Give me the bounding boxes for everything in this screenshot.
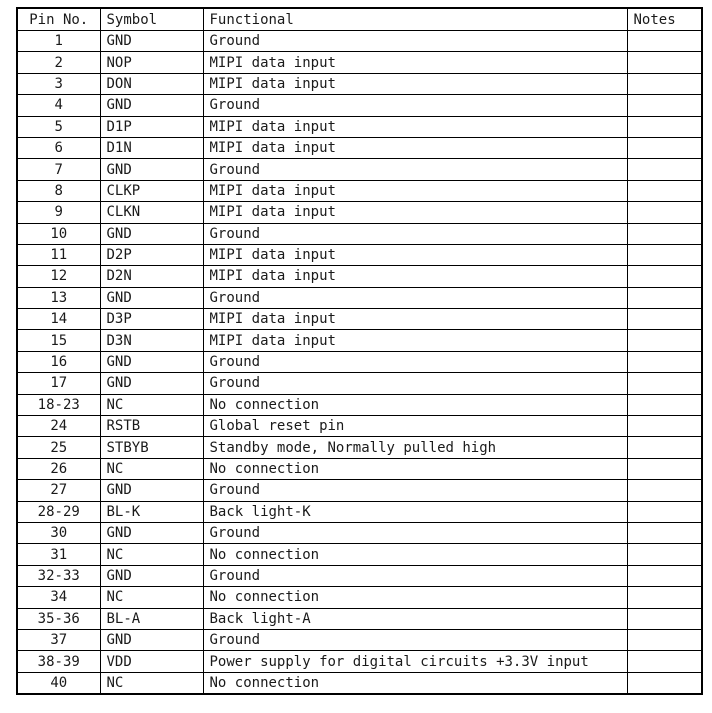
symbol-cell: D2N xyxy=(100,266,203,287)
table-row xyxy=(17,52,702,73)
functional-cell: MIPI data input xyxy=(203,73,627,94)
notes-cell xyxy=(627,180,702,201)
notes-cell xyxy=(627,52,702,73)
notes-cell xyxy=(627,31,702,52)
notes-cell xyxy=(627,330,702,351)
functional-cell: MIPI data input xyxy=(203,137,627,158)
symbol-cell: NC xyxy=(100,544,203,565)
notes-cell xyxy=(627,394,702,415)
table-row xyxy=(17,458,702,479)
table-row xyxy=(17,73,702,94)
pin-number-cell: 38-39 xyxy=(17,651,100,672)
functional-cell: Ground xyxy=(203,373,627,394)
table-row xyxy=(17,202,702,223)
table-row xyxy=(17,416,702,437)
table-row xyxy=(17,501,702,522)
pin-number-cell: 15 xyxy=(17,330,100,351)
pin-number-cell: 6 xyxy=(17,137,100,158)
functional-cell: Ground xyxy=(203,31,627,52)
table-row xyxy=(17,180,702,201)
symbol-cell: GND xyxy=(100,223,203,244)
header-functional: Functional xyxy=(203,8,627,31)
pin-number-cell: 2 xyxy=(17,52,100,73)
notes-cell xyxy=(627,608,702,629)
table-row xyxy=(17,223,702,244)
pin-number-cell: 14 xyxy=(17,309,100,330)
symbol-cell: VDD xyxy=(100,651,203,672)
header-notes: Notes xyxy=(627,8,702,31)
symbol-cell: GND xyxy=(100,351,203,372)
functional-cell: MIPI data input xyxy=(203,116,627,137)
symbol-cell: D3P xyxy=(100,309,203,330)
pin-number-cell: 12 xyxy=(17,266,100,287)
pin-number-cell: 16 xyxy=(17,351,100,372)
pin-number-cell: 5 xyxy=(17,116,100,137)
functional-cell: Ground xyxy=(203,480,627,501)
pin-number-cell: 27 xyxy=(17,480,100,501)
pin-number-cell: 32-33 xyxy=(17,565,100,586)
symbol-cell: GND xyxy=(100,31,203,52)
functional-cell: MIPI data input xyxy=(203,330,627,351)
symbol-cell: NC xyxy=(100,394,203,415)
symbol-cell: NC xyxy=(100,672,203,694)
table-row xyxy=(17,159,702,180)
header-pin-no: Pin No. xyxy=(17,8,100,31)
table-header xyxy=(17,8,702,31)
table-row xyxy=(17,672,702,694)
pin-number-cell: 7 xyxy=(17,159,100,180)
pin-number-cell: 26 xyxy=(17,458,100,479)
notes-cell xyxy=(627,458,702,479)
table-row xyxy=(17,330,702,351)
pin-number-cell: 35-36 xyxy=(17,608,100,629)
symbol-cell: GND xyxy=(100,629,203,650)
pin-number-cell: 1 xyxy=(17,31,100,52)
header-row xyxy=(17,8,702,31)
functional-cell: No connection xyxy=(203,587,627,608)
pin-number-cell: 37 xyxy=(17,629,100,650)
symbol-cell: D2P xyxy=(100,244,203,265)
functional-cell: Ground xyxy=(203,522,627,543)
notes-cell xyxy=(627,309,702,330)
table-row xyxy=(17,351,702,372)
table-row xyxy=(17,651,702,672)
table-row xyxy=(17,244,702,265)
notes-cell xyxy=(627,480,702,501)
functional-cell: MIPI data input xyxy=(203,52,627,73)
pin-number-cell: 11 xyxy=(17,244,100,265)
table-row xyxy=(17,544,702,565)
symbol-cell: CLKP xyxy=(100,180,203,201)
functional-cell: No connection xyxy=(203,394,627,415)
pin-number-cell: 8 xyxy=(17,180,100,201)
pin-number-cell: 9 xyxy=(17,202,100,223)
functional-cell: Ground xyxy=(203,629,627,650)
table-row xyxy=(17,373,702,394)
notes-cell xyxy=(627,223,702,244)
pin-number-cell: 31 xyxy=(17,544,100,565)
pin-number-cell: 13 xyxy=(17,287,100,308)
table-row xyxy=(17,137,702,158)
table-row xyxy=(17,587,702,608)
notes-cell xyxy=(627,95,702,116)
pin-number-cell: 40 xyxy=(17,672,100,694)
functional-cell: Back light-A xyxy=(203,608,627,629)
functional-cell: Ground xyxy=(203,223,627,244)
table-row xyxy=(17,31,702,52)
functional-cell: No connection xyxy=(203,458,627,479)
functional-cell: Standby mode, Normally pulled high xyxy=(203,437,627,458)
symbol-cell: CLKN xyxy=(100,202,203,223)
pin-number-cell: 30 xyxy=(17,522,100,543)
pin-number-cell: 17 xyxy=(17,373,100,394)
table-body xyxy=(17,31,702,695)
notes-cell xyxy=(627,202,702,223)
functional-cell: Power supply for digital circuits +3.3V input xyxy=(203,651,627,672)
symbol-cell: DON xyxy=(100,73,203,94)
notes-cell xyxy=(627,73,702,94)
functional-cell: MIPI data input xyxy=(203,202,627,223)
pin-number-cell: 18-23 xyxy=(17,394,100,415)
pin-number-cell: 10 xyxy=(17,223,100,244)
pin-number-cell: 4 xyxy=(17,95,100,116)
functional-cell: Global reset pin xyxy=(203,416,627,437)
table-row xyxy=(17,608,702,629)
table-row xyxy=(17,565,702,586)
table-row xyxy=(17,522,702,543)
pin-number-cell: 24 xyxy=(17,416,100,437)
symbol-cell: GND xyxy=(100,565,203,586)
functional-cell: MIPI data input xyxy=(203,180,627,201)
functional-cell: Ground xyxy=(203,159,627,180)
table-row xyxy=(17,287,702,308)
symbol-cell: GND xyxy=(100,373,203,394)
notes-cell xyxy=(627,629,702,650)
notes-cell xyxy=(627,116,702,137)
functional-cell: MIPI data input xyxy=(203,244,627,265)
symbol-cell: GND xyxy=(100,95,203,116)
notes-cell xyxy=(627,437,702,458)
table-row xyxy=(17,394,702,415)
symbol-cell: NC xyxy=(100,587,203,608)
symbol-cell: GND xyxy=(100,287,203,308)
symbol-cell: BL-K xyxy=(100,501,203,522)
notes-cell xyxy=(627,137,702,158)
functional-cell: No connection xyxy=(203,544,627,565)
functional-cell: MIPI data input xyxy=(203,266,627,287)
symbol-cell: BL-A xyxy=(100,608,203,629)
table-row xyxy=(17,116,702,137)
pin-number-cell: 3 xyxy=(17,73,100,94)
symbol-cell: GND xyxy=(100,159,203,180)
functional-cell: Ground xyxy=(203,351,627,372)
header-symbol: Symbol xyxy=(100,8,203,31)
notes-cell xyxy=(627,544,702,565)
pin-number-cell: 34 xyxy=(17,587,100,608)
symbol-cell: NOP xyxy=(100,52,203,73)
table-row xyxy=(17,480,702,501)
functional-cell: MIPI data input xyxy=(203,309,627,330)
notes-cell xyxy=(627,373,702,394)
notes-cell xyxy=(627,522,702,543)
symbol-cell: GND xyxy=(100,480,203,501)
notes-cell xyxy=(627,565,702,586)
symbol-cell: NC xyxy=(100,458,203,479)
pin-number-cell: 25 xyxy=(17,437,100,458)
notes-cell xyxy=(627,287,702,308)
symbol-cell: RSTB xyxy=(100,416,203,437)
notes-cell xyxy=(627,587,702,608)
notes-cell xyxy=(627,351,702,372)
functional-cell: Ground xyxy=(203,287,627,308)
symbol-cell: D3N xyxy=(100,330,203,351)
symbol-cell: GND xyxy=(100,522,203,543)
functional-cell: Ground xyxy=(203,95,627,116)
symbol-cell: D1P xyxy=(100,116,203,137)
table-row xyxy=(17,309,702,330)
functional-cell: Ground xyxy=(203,565,627,586)
table-row xyxy=(17,629,702,650)
pin-definition-table xyxy=(16,7,703,695)
notes-cell xyxy=(627,672,702,694)
notes-cell xyxy=(627,266,702,287)
functional-cell: No connection xyxy=(203,672,627,694)
table-row xyxy=(17,95,702,116)
notes-cell xyxy=(627,501,702,522)
notes-cell xyxy=(627,651,702,672)
table-row xyxy=(17,437,702,458)
symbol-cell: STBYB xyxy=(100,437,203,458)
notes-cell xyxy=(627,244,702,265)
notes-cell xyxy=(627,159,702,180)
pin-number-cell: 28-29 xyxy=(17,501,100,522)
notes-cell xyxy=(627,416,702,437)
table-row xyxy=(17,266,702,287)
symbol-cell: D1N xyxy=(100,137,203,158)
functional-cell: Back light-K xyxy=(203,501,627,522)
